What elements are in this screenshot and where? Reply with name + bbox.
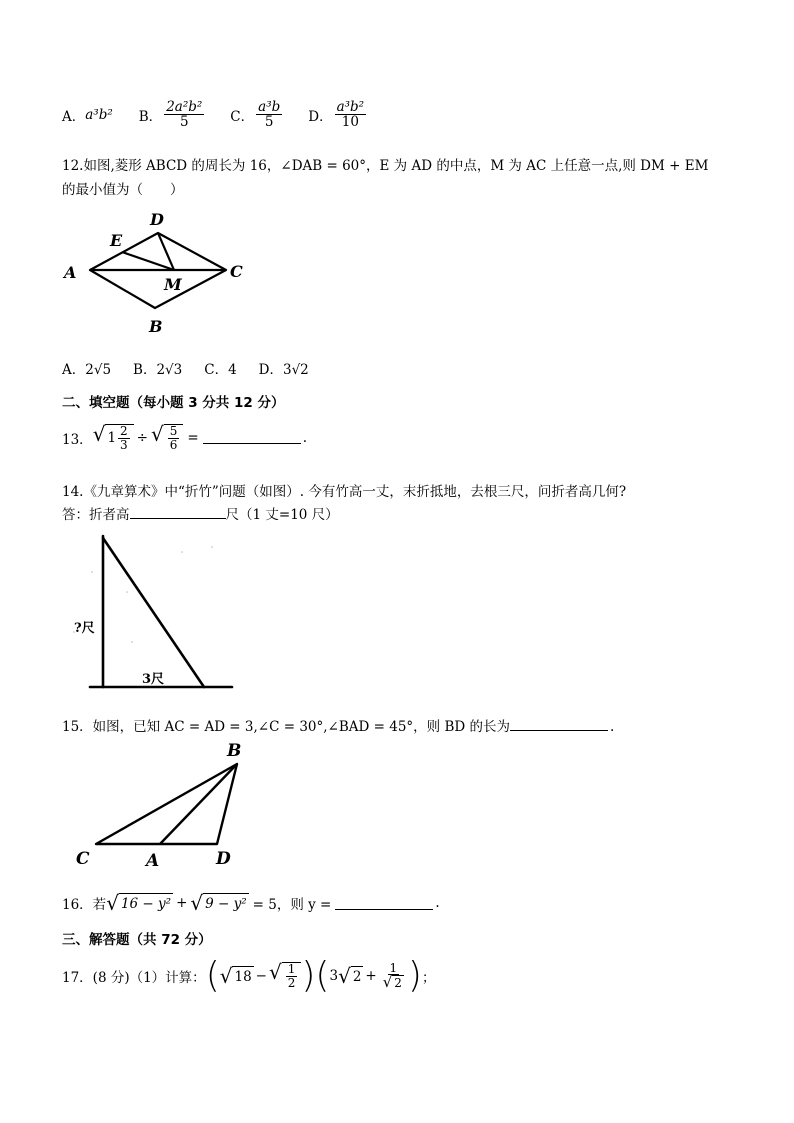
q11-label-d: D． <box>308 108 333 125</box>
q16-answer-blank[interactable] <box>335 897 433 910</box>
q11-options <box>62 100 368 129</box>
q13-end: . <box>302 429 307 446</box>
fig14-label-base: 3尺 <box>142 672 165 687</box>
q11-c-den: 5 <box>264 114 274 131</box>
fig14-label-height: ?尺 <box>74 621 95 636</box>
q17-open-paren-1: ( <box>205 955 220 996</box>
q17-three: 3 <box>329 968 339 984</box>
q13 <box>62 424 307 451</box>
q16-plus: + <box>176 895 188 911</box>
q15-question: 15．如图，已知 AC = AD = 3,∠C = 30°,∠BAD = 45°，则 BD 的长为 <box>62 719 510 735</box>
q17-close-paren-2: ) <box>407 955 422 996</box>
q15-answer-blank[interactable] <box>510 718 608 731</box>
section-3-heading: 三、解答题（共 72 分） <box>62 932 212 948</box>
q13-frac-1: $\frac{2}{3}$ <box>120 424 128 452</box>
section-2-heading: 二、填空题（每小题 3 分共 12 分） <box>62 395 285 411</box>
q17-prefix: 17．(8 分)（1）计算： <box>62 970 206 986</box>
q17-frac-one-over-sqrt2: 1 √ 2 <box>382 960 402 992</box>
fig15-label-c: C <box>76 849 90 868</box>
q17-sqrt-2: √ 2 <box>338 964 362 988</box>
fig15-label-d: D <box>216 849 231 868</box>
fig15-label-a: A <box>146 851 160 868</box>
q11-c-num: a³b <box>258 99 281 115</box>
q13-equals: = <box>187 429 199 446</box>
q14-answer-prefix: 答：折者高 <box>62 507 130 523</box>
q16-sqrt-1: √ 16 − y² <box>106 891 172 915</box>
q15-text <box>62 715 614 735</box>
q12-line1: 12.如图,菱形 ABCD 的周长为 16，∠DAB = 60°，E 为 AD 的中点，M 为 AC 上任意一点,则 DM + EM <box>62 158 709 174</box>
q11-b-den: 5 <box>179 114 189 131</box>
q13-sqrt-1: √ 1 $\frac{2}{3}$ <box>93 424 134 451</box>
q12-option-d: D．3√2 <box>258 362 309 378</box>
segment-ab <box>160 764 237 844</box>
q17-plus: + <box>365 968 377 984</box>
q17-minus: − <box>255 968 267 984</box>
q13-sqrt-2: √ $\frac{5}{6}$ <box>151 424 183 451</box>
q14-answer-suffix: 尺（1 丈=10 尺） <box>225 507 339 523</box>
q11-option-d <box>335 100 367 129</box>
q17-open-paren-2: ( <box>315 955 330 996</box>
q13-mixed-whole: 1 <box>107 430 117 447</box>
triangle-bcd <box>96 764 237 844</box>
bamboo-broken-top <box>103 538 204 687</box>
q11-option-b <box>164 100 204 129</box>
q13-frac-2: $\frac{5}{6}$ <box>169 424 178 452</box>
q14-line2 <box>62 503 339 523</box>
fig12-label-a: A <box>64 263 77 282</box>
q13-answer-blank[interactable] <box>203 431 301 444</box>
fig12-label-c: C <box>230 262 243 281</box>
q17-close-paren-1: ) <box>301 955 316 996</box>
q11-option-a: a³b² <box>85 106 113 123</box>
q11-d-num: a³b² <box>336 99 365 115</box>
rhombus-figure <box>60 208 260 338</box>
q11-label-b: B． <box>138 108 163 125</box>
q12-option-b: B．2√3 <box>133 362 183 378</box>
fig12-label-e: E <box>110 231 123 250</box>
q11-b-num: 2a²b² <box>166 99 203 115</box>
q16-end: . <box>435 895 440 911</box>
q12-option-a: A．2√5 <box>62 362 112 378</box>
q13-divide: ÷ <box>136 429 148 446</box>
q11-label-a: A． <box>62 108 86 125</box>
fig15-label-b: B <box>227 741 242 761</box>
q12-line2: 的最小值为（ ） <box>62 182 184 198</box>
q14-answer-blank[interactable] <box>130 506 226 519</box>
q13-number: 13． <box>62 431 93 448</box>
q12-options <box>62 358 309 378</box>
fig12-label-d: D <box>150 210 164 229</box>
fig12-label-b: B <box>149 317 163 336</box>
q14-line1: 14.《九章算术》中“折竹”问题（如图）. 今有竹高一丈，末折抵地，去根三尺，问折者高几何? <box>62 484 627 500</box>
q16-prefix: 16．若 <box>62 897 107 913</box>
q11-label-c: C． <box>230 108 255 125</box>
bamboo-figure <box>62 532 242 694</box>
q17-end: ； <box>421 970 436 986</box>
q15-end: . <box>610 719 615 735</box>
q11-option-c <box>256 100 282 129</box>
q16-middle: = 5，则 y = <box>252 897 332 913</box>
q17-sqrt-half-1: √ $\frac{1}{2}$ <box>269 962 301 989</box>
q17 <box>62 955 436 996</box>
fig12-label-m: M <box>164 275 182 294</box>
q16 <box>62 893 440 913</box>
q12-option-c: C．4 <box>204 362 237 378</box>
q11-d-den: 10 <box>341 114 359 131</box>
q17-sqrt-18: √ 18 <box>219 964 252 988</box>
triangle-figure <box>70 738 255 868</box>
q16-sqrt-2: √ 9 − y² <box>190 891 247 915</box>
